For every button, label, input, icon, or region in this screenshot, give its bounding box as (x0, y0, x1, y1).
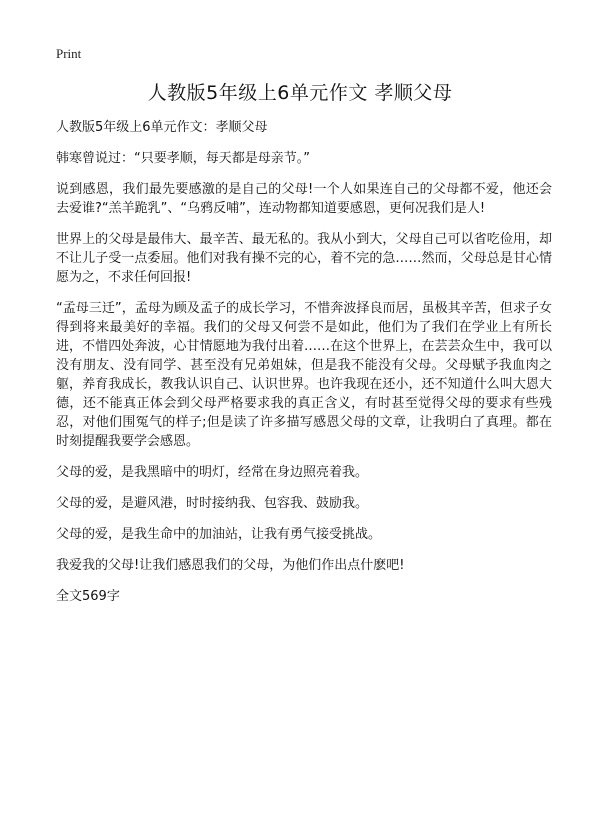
word-count: 全文569字 (56, 589, 120, 604)
paragraph: 世界上的父母是最伟大、最辛苦、最无私的。我从小到大，父母自己可以省吃俭用，却不让儿子受一点委屈。他们对我有操不完的心，着不完的急……然而，父母总是甘心情愿为之，不求任何回报! (56, 232, 552, 285)
print-link[interactable]: Print (56, 46, 82, 61)
article-title: 人教版5年级上6单元作文 孝顺父母 (147, 82, 453, 104)
paragraph: “孟母三迁”，孟母为顾及孟子的成长学习，不惜奔波择良而居，虽极其辛苦，但求子女得到将来最美好的幸福。我们的父母又何尝不是如此，他们为了我们在学业上有所长进，不惜四处奔波，心甘情愿地为我付出着……在这个世界上，在芸芸众生中，我可以没有朋友、没有同学、甚至没有兄弟姐妹，但是我不能没有父母。父母赋予我血肉之躯，养育我成长，教我认识自己、认识世界。也许我现在还小，还不知道什么叫大恩大德，还不能真正体会到父母严格要求我的真正含义，有时甚至觉得父母的要求有些残忍，对他们围冤气的样子;但是读了许多描写感恩父母的文章，让我明白了真理。都在时刻提醒我要学会感恩。 (56, 301, 552, 449)
paragraph-quote: 韩寒曾说过：“只要孝顺，每天都是母亲节。” (56, 151, 310, 166)
paragraph-closing: 我爱我的父母!让我们感恩我们的父母，为他们作出点什麽吧! (56, 558, 405, 573)
paragraph-subtitle: 人教版5年级上6单元作文：孝顺父母 (56, 120, 268, 135)
article-body (56, 118, 552, 606)
paragraph: 父母的爱，是我生命中的加油站，让我有勇气接受挑战。 (56, 527, 382, 542)
paragraph: 说到感恩，我们最先要感激的是自己的父母!一个人如果连自己的父母都不爱，他还会去爱谁?“羔羊跪乳”、“乌鸦反哺”，连动物都知道要感恩，更何况我们是人! (56, 182, 552, 216)
paragraph: 父母的爱，是我黑暗中的明灯，经常在身边照亮着我。 (56, 465, 369, 480)
paragraph: 父母的爱，是避风港，时时接纳我、包容我、鼓励我。 (56, 496, 369, 511)
